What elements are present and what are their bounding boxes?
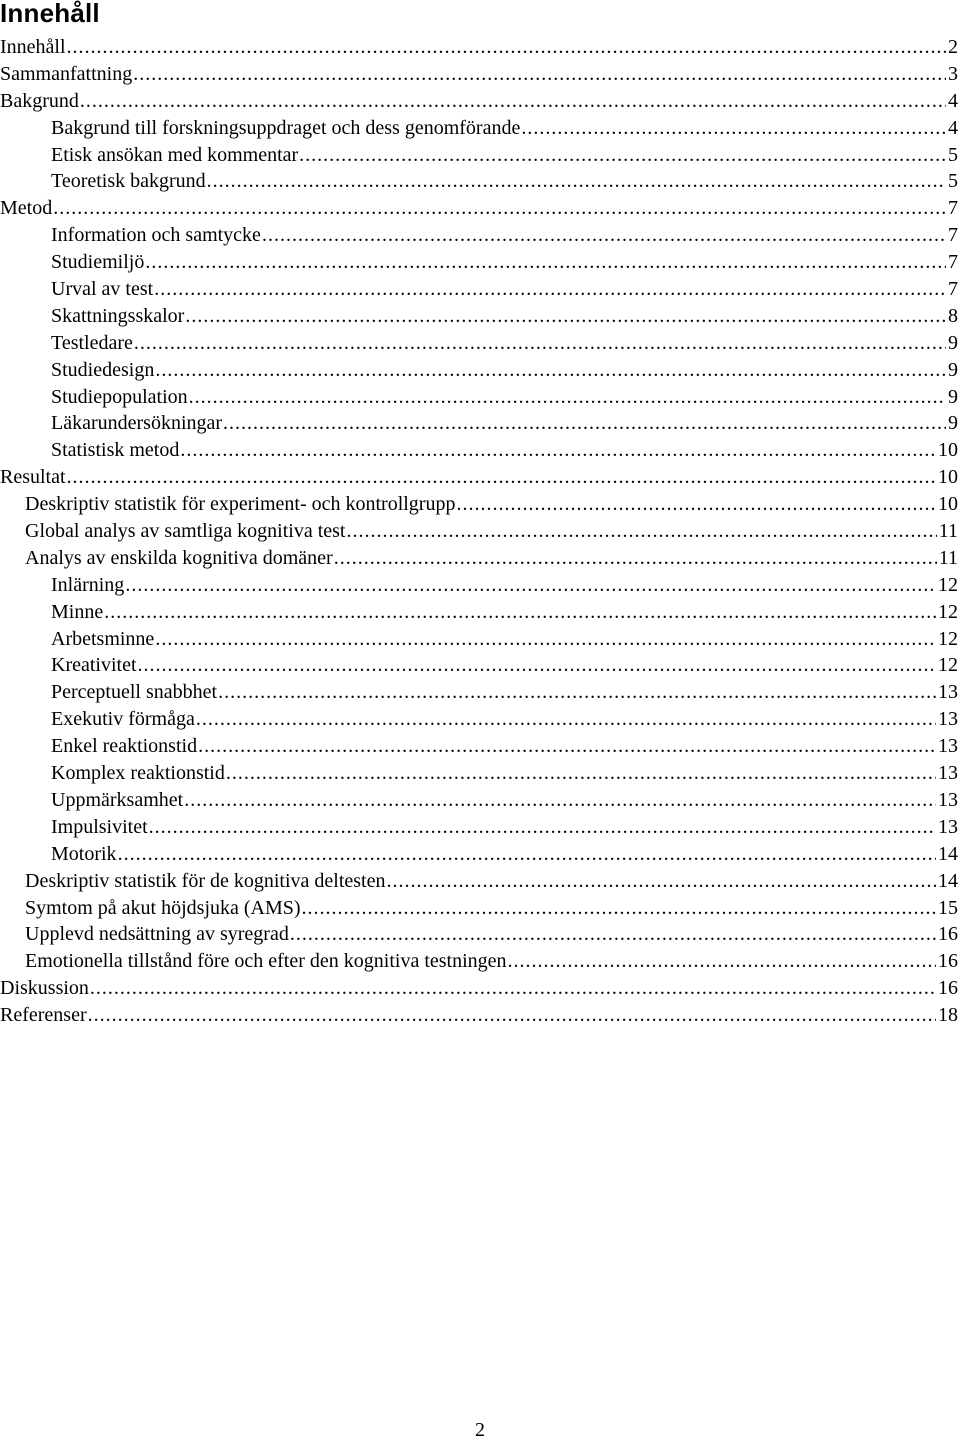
dot-leader [125, 572, 936, 599]
toc-entry[interactable] [0, 841, 960, 868]
toc-entry-page-number: 13 [938, 735, 958, 758]
toc-entry-label: Resultat [0, 466, 66, 489]
toc-entry[interactable] [0, 975, 960, 1002]
toc-entry[interactable] [0, 1002, 960, 1029]
dot-leader [180, 437, 936, 464]
toc-entry-page-number: 7 [948, 197, 958, 220]
toc-entry[interactable] [0, 652, 960, 679]
toc-entry-page-number: 16 [938, 950, 958, 973]
toc-entry[interactable] [0, 142, 960, 169]
toc-entry-label: Statistisk metod [51, 439, 180, 462]
toc-entry-page-number: 14 [938, 869, 958, 892]
toc-entry-label: Komplex reaktionstid [51, 762, 225, 785]
dot-leader [226, 760, 936, 787]
toc-entry[interactable] [0, 491, 960, 518]
toc-entry-label: Exekutiv förmåga [51, 708, 195, 731]
dot-leader [67, 464, 936, 491]
dot-leader [53, 195, 946, 222]
toc-entry[interactable] [0, 437, 960, 464]
toc-entry-label: Läkarundersökningar [51, 412, 223, 435]
toc-entry-label: Perceptuell snabbhet [51, 681, 218, 704]
dot-leader [387, 868, 937, 895]
toc-entry-label: Enkel reaktionstid [51, 735, 198, 758]
dot-leader [198, 733, 936, 760]
toc-entry-page-number: 10 [938, 493, 958, 516]
toc-entry-page-number: 13 [938, 788, 958, 811]
toc-entry-page-number: 12 [938, 627, 958, 650]
toc-entry-label: Symtom på akut höjdsjuka (AMS) [25, 896, 301, 919]
toc-entry-label: Global analys av samtliga kognitiva test [25, 520, 346, 543]
toc-entry-page-number: 7 [948, 251, 958, 274]
toc-entry-label: Kreativitet [51, 654, 137, 677]
toc-entry-label: Metod [0, 197, 53, 220]
toc-entry-page-number: 5 [948, 170, 958, 193]
dot-leader [508, 948, 936, 975]
dot-leader [67, 34, 946, 61]
toc-entry[interactable] [0, 572, 960, 599]
dot-leader [90, 975, 936, 1002]
dot-leader [184, 787, 936, 814]
toc-entry-page-number: 13 [938, 708, 958, 731]
toc-entry[interactable] [0, 868, 960, 895]
dot-leader [347, 518, 937, 545]
toc-entry[interactable] [0, 303, 960, 330]
toc-entry-page-number: 9 [948, 358, 958, 381]
dot-leader [196, 706, 936, 733]
toc-entry-page-number: 12 [938, 600, 958, 623]
toc-entry-label: Innehåll [0, 36, 66, 58]
toc-entry-page-number: 11 [938, 520, 958, 543]
toc-entry-label: Referenser [0, 1004, 87, 1027]
toc-entry[interactable] [0, 895, 960, 922]
page-title: Innehåll [0, 0, 100, 28]
toc-entry-page-number: 10 [938, 466, 958, 489]
dot-leader [218, 679, 936, 706]
toc-entry-page-number: 4 [948, 89, 958, 112]
toc-entry-page-number: 9 [948, 385, 958, 408]
dot-leader [149, 814, 936, 841]
toc-entry-page-number: 3 [948, 62, 958, 85]
dot-leader [80, 88, 946, 115]
toc-entry[interactable] [0, 921, 960, 948]
toc-entry-label: Etisk ansökan med kommentar [51, 143, 299, 166]
toc-entry[interactable] [0, 679, 960, 706]
toc-entry-label: Deskriptiv statistik för experiment- och kontrollgrupp [25, 493, 456, 516]
toc-entry-page-number: 2 [948, 36, 958, 58]
toc-entry-page-number: 9 [948, 331, 958, 354]
dot-leader [207, 168, 946, 195]
toc-entry-label: Uppmärksamhet [51, 788, 184, 811]
toc-entry[interactable] [0, 357, 960, 384]
dot-leader [118, 841, 936, 868]
toc-entry-label: Analys av enskilda kognitiva domäner [25, 546, 333, 569]
toc-entry[interactable] [0, 814, 960, 841]
dot-leader [134, 330, 946, 357]
toc-entry-page-number: 11 [938, 546, 958, 569]
toc-entry-page-number: 15 [938, 896, 958, 919]
toc-entry-label: Sammanfattning [0, 62, 133, 85]
toc-entry-page-number: 7 [948, 224, 958, 247]
dot-leader [155, 357, 946, 384]
toc-entry[interactable] [0, 249, 960, 276]
toc-entry[interactable] [0, 518, 960, 545]
dot-leader [104, 599, 936, 626]
toc-entry-page-number: 16 [938, 923, 958, 946]
dot-leader [138, 652, 936, 679]
dot-leader [302, 895, 936, 922]
toc-entry[interactable] [0, 464, 960, 491]
dot-leader [185, 303, 946, 330]
toc-entry-label: Studiepopulation [51, 385, 188, 408]
dot-leader [133, 61, 946, 88]
dot-leader [521, 115, 946, 142]
toc-entry-label: Information och samtycke [51, 224, 261, 247]
toc-entry[interactable] [0, 733, 960, 760]
toc-entry[interactable] [0, 760, 960, 787]
toc-entry-label: Diskussion [0, 977, 89, 1000]
toc-entry[interactable] [0, 410, 960, 437]
toc-entry-page-number: 13 [938, 815, 958, 838]
dot-leader [299, 142, 946, 169]
toc-entry-label: Minne [51, 600, 104, 623]
dot-leader [189, 384, 946, 411]
toc-entry[interactable] [0, 787, 960, 814]
toc-entry[interactable] [0, 384, 960, 411]
toc-entry-label: Teoretisk bakgrund [51, 170, 206, 193]
toc-entry[interactable] [0, 88, 960, 115]
toc-entry-label: Studiedesign [51, 358, 155, 381]
toc-entry-page-number: 18 [938, 1004, 958, 1027]
toc-entry[interactable] [0, 222, 960, 249]
dot-leader [155, 626, 936, 653]
toc-entry-page-number: 9 [948, 412, 958, 435]
dot-leader [223, 410, 946, 437]
toc-entry-label: Skattningsskalor [51, 304, 185, 327]
toc-entry-label: Bakgrund [0, 89, 79, 112]
page-number: 2 [475, 1419, 485, 1441]
toc-entry-page-number: 5 [948, 143, 958, 166]
toc-entry-label: Motorik [51, 842, 117, 865]
toc-entry-page-number: 14 [938, 842, 958, 865]
toc-entry[interactable] [0, 115, 960, 142]
dot-leader [334, 545, 937, 572]
toc-entry-label: Arbetsminne [51, 627, 155, 650]
toc-entry-page-number: 12 [938, 654, 958, 677]
dot-leader [154, 276, 946, 303]
toc-entry-page-number: 8 [948, 304, 958, 327]
toc-entry[interactable] [0, 195, 960, 222]
toc-entry-label: Emotionella tillstånd före och efter den kognitiva testningen [25, 950, 507, 973]
toc-entry-label: Impulsivitet [51, 815, 148, 838]
toc-entry[interactable] [0, 330, 960, 357]
toc-entry[interactable] [0, 545, 960, 572]
toc-entry-label: Deskriptiv statistik för de kognitiva deltesten [25, 869, 386, 892]
toc-entry[interactable] [0, 706, 960, 733]
toc-entry-label: Testledare [51, 331, 133, 354]
dot-leader [262, 222, 946, 249]
toc-entry[interactable] [0, 34, 960, 61]
toc-entry-label: Inlärning [51, 573, 125, 596]
toc-entry-page-number: 10 [938, 439, 958, 462]
dot-leader [145, 249, 946, 276]
toc-entry-label: Urval av test [51, 278, 154, 301]
toc-entry-label: Upplevd nedsättning av syregrad [25, 923, 289, 946]
toc-entry-label: Studiemiljö [51, 251, 145, 274]
toc-entry[interactable] [0, 168, 960, 195]
toc-entry[interactable] [0, 61, 960, 88]
toc-entry-page-number: 7 [948, 278, 958, 301]
toc-entry-page-number: 13 [938, 762, 958, 785]
toc-entry[interactable] [0, 626, 960, 653]
toc-entry-page-number: 16 [938, 977, 958, 1000]
dot-leader [88, 1002, 936, 1029]
toc-entry-page-number: 12 [938, 573, 958, 596]
toc-entry[interactable] [0, 948, 960, 975]
toc-entry-page-number: 13 [938, 681, 958, 704]
dot-leader [290, 921, 936, 948]
toc-entry-page-number: 4 [948, 116, 958, 139]
dot-leader [456, 491, 936, 518]
toc-entry-label: Bakgrund till forskningsuppdraget och dess genomförande [51, 116, 521, 139]
table-of-contents [0, 34, 960, 1029]
toc-entry[interactable] [0, 599, 960, 626]
toc-entry[interactable] [0, 276, 960, 303]
